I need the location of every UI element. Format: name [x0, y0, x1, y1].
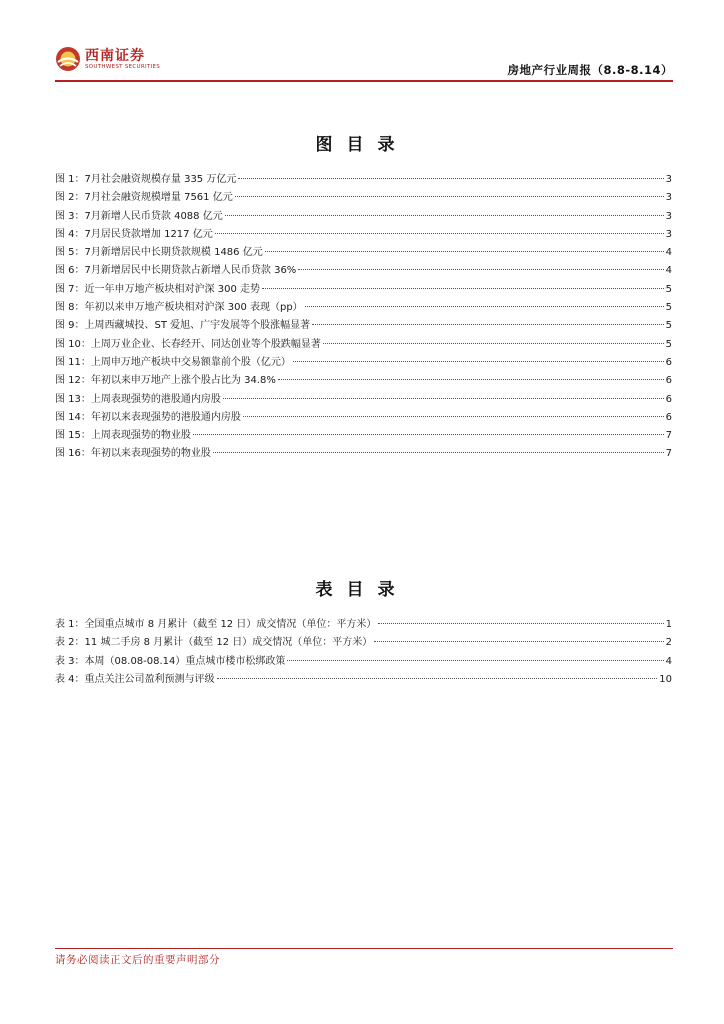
figure-entry[interactable] [55, 408, 672, 426]
figure-entry-label: 图 9：上周西藏城投、ST 爱旭、广宇发展等个股涨幅显著 [55, 320, 311, 332]
figure-entry-label: 图 16：年初以来表现强势的物业股 [55, 448, 211, 460]
table-index-title: 表目录 [315, 580, 409, 600]
figure-entry-page: 5 [665, 338, 672, 350]
dot-leader [305, 306, 664, 307]
figure-entry[interactable] [55, 225, 672, 243]
table-entry-page: 1 [665, 619, 672, 630]
figure-entry-page: 3 [665, 210, 672, 222]
figure-entry[interactable] [55, 390, 672, 408]
figure-entry-label: 图 7：近一年申万地产板块相对沪深 300 走势 [55, 283, 260, 295]
table-index-list [55, 615, 672, 688]
dot-leader [312, 324, 663, 325]
dot-leader [374, 641, 663, 642]
dot-leader [238, 178, 663, 179]
table-entry[interactable] [55, 670, 672, 688]
table-entry-label: 表 1：全国重点城市 8 月累计（截至 12 日）成交情况（单位：平方米） [55, 619, 377, 630]
figure-entry-page: 6 [665, 375, 672, 387]
southwest-securities-logo-icon [55, 46, 81, 72]
figure-entry[interactable] [55, 426, 672, 444]
figure-entry[interactable] [55, 316, 672, 334]
figure-entry-page: 3 [665, 228, 672, 240]
table-entry-label: 表 2：11 城二手房 8 月累计（截至 12 日）成交情况（单位：平方米） [55, 637, 373, 649]
figure-entry-page: 7 [665, 448, 672, 460]
table-entry-page: 2 [665, 637, 672, 649]
figure-entry-page: 6 [665, 411, 672, 423]
dot-leader [378, 623, 663, 624]
figure-entry-label: 图 1：7月社会融资规模存量 335 万亿元 [55, 174, 237, 185]
table-entry[interactable] [55, 615, 672, 633]
figure-index-title: 图目录 [315, 135, 409, 155]
dot-leader [262, 288, 664, 289]
figure-entry[interactable] [55, 298, 672, 316]
figure-entry-label: 图 2：7月社会融资规模增量 7561 亿元 [55, 192, 233, 204]
figure-entry[interactable] [55, 188, 672, 206]
figure-entry-page: 5 [665, 302, 672, 314]
figure-entry[interactable] [55, 444, 672, 462]
figure-entry-label: 图 10：上周万业企业、长春经开、同达创业等个股跌幅显著 [55, 338, 321, 350]
figure-entry-label: 图 12：年初以来申万地产上涨个股占比为 34.8% [55, 375, 276, 387]
dot-leader [243, 416, 664, 417]
dot-leader [223, 398, 664, 399]
figure-entry[interactable] [55, 170, 672, 188]
figure-entry-label: 图 14：年初以来表现强势的港股通内房股 [55, 411, 241, 423]
figure-entry-page: 4 [665, 247, 672, 259]
figure-entry-label: 图 15：上周表现强势的物业股 [55, 430, 191, 442]
dot-leader [278, 379, 664, 380]
table-entry-label: 表 4：重点关注公司盈利预测与评级 [55, 673, 215, 685]
figure-entry[interactable] [55, 353, 672, 371]
table-entry[interactable] [55, 652, 672, 670]
figure-entry-page: 6 [665, 356, 672, 368]
figure-entry[interactable] [55, 335, 672, 353]
dot-leader [323, 343, 664, 344]
logo-chinese-name: 西南证券 [85, 47, 145, 64]
figure-entry-label: 图 3：7月新增人民币贷款 4088 亿元 [55, 210, 223, 222]
figure-entry-label: 图 11：上周申万地产板块中交易额靠前个股（亿元） [55, 356, 291, 368]
dot-leader [235, 196, 664, 197]
figure-entry-label: 图 6：7月新增居民中长期贷款占新增人民币贷款 36% [55, 265, 297, 277]
figure-entry-page: 6 [665, 393, 672, 405]
figure-entry[interactable] [55, 280, 672, 298]
figure-entry-label: 图 5：7月新增居民中长期贷款规模 1486 亿元 [55, 247, 263, 259]
figure-entry[interactable] [55, 207, 672, 225]
figure-index-list [55, 170, 672, 463]
figure-entry[interactable] [55, 261, 672, 279]
header-divider [55, 80, 673, 82]
dot-leader [213, 452, 664, 453]
figure-entry-label: 图 13：上周表现强势的港股通内房股 [55, 393, 221, 405]
figure-entry-page: 7 [665, 430, 672, 442]
dot-leader [215, 233, 664, 234]
table-entry[interactable] [55, 633, 672, 651]
table-entry-page: 4 [665, 655, 672, 667]
dot-leader [298, 269, 663, 270]
table-entry-page: 10 [659, 673, 672, 685]
dot-leader [225, 215, 664, 216]
footer-disclaimer: 请务必阅读正文后的重要声明部分 [55, 954, 220, 966]
report-title: 房地产行业周报（8.8-8.14） [507, 63, 673, 77]
dot-leader [287, 660, 663, 661]
company-logo [55, 46, 160, 72]
figure-entry[interactable] [55, 243, 672, 261]
figure-entry-page: 3 [665, 174, 672, 185]
figure-entry-label: 图 8：年初以来申万地产板块相对沪深 300 表现（pp） [55, 302, 303, 314]
figure-entry-page: 5 [665, 320, 672, 332]
figure-entry-page: 3 [665, 192, 672, 204]
dot-leader [293, 361, 664, 362]
figure-entry-label: 图 4：7月居民贷款增加 1217 亿元 [55, 228, 213, 240]
footer-divider [55, 948, 673, 949]
logo-english-name: SOUTHWEST SECURITIES [85, 63, 161, 70]
dot-leader [193, 434, 664, 435]
table-entry-label: 表 3：本周（08.08-08.14）重点城市楼市松绑政策 [55, 655, 286, 667]
dot-leader [217, 678, 658, 679]
figure-entry[interactable] [55, 371, 672, 389]
figure-entry-page: 5 [665, 283, 672, 295]
dot-leader [265, 251, 664, 252]
page-header [55, 44, 673, 80]
figure-entry-page: 4 [665, 265, 672, 277]
